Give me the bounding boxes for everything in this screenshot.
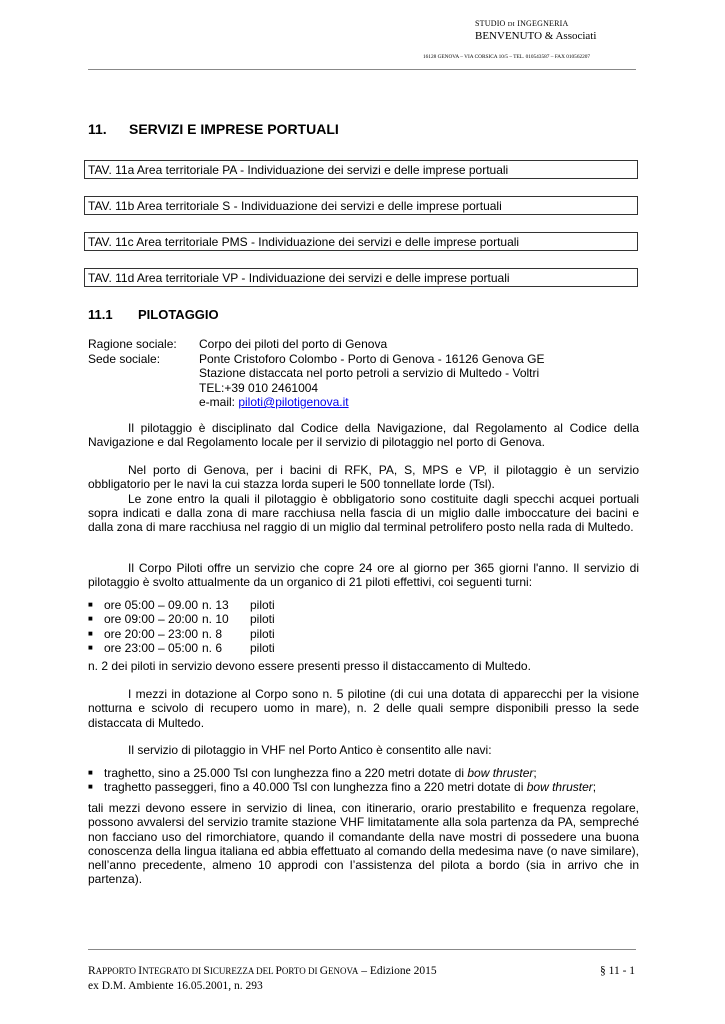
company-name: BENVENUTO & Associati [475,30,597,42]
tav-box-11c: TAV. 11c Area territoriale PMS - Individuazione dei servizi e delle imprese portuali [84,232,638,251]
paragraph-7: Il servizio di pilotaggio in VHF nel Porto Antico è consentito alle navi: [128,743,492,757]
paragraph-4: Il Corpo Piloti offre un servizio che copre 24 ore al giorno per 365 giorni l'anno. Il servizio di pilotaggio è svolto attualmente da un organico di 21 piloti effettivi, coi seguenti turni: [88,561,639,590]
tav-box-11a: TAV. 11a Area territoriale PA - Individuazione dei servizi e delle imprese portuali [84,160,638,179]
paragraph-8: tali mezzi devono essere in servizio di linea, con itinerario, orario prestabilito e frequenza regolare, possono avvalersi del servizio tramite stazione VHF limitatamente alla sola partenza da PA, sempreché non facciano uso del rimorchiatore, quando il comandante della nave mostri di possedere una buona conoscenza della lingua italiana ed abbia effettuato al comando della medesima nave (o nave similare), nell’anno precedente, almeno 10 approdi con l’assistenza del pilota a bordo (sia in arrivo che in partenza). [88,801,639,887]
page-number: § 11 - 1 [600,965,636,977]
sede-phone: TEL:+39 010 2461004 [199,380,319,395]
tav-box-11d: TAV. 11d Area territoriale VP - Individuazione dei servizi e delle imprese portuali [84,268,638,287]
sede-label: Sede sociale: [88,351,161,366]
bullet-icon: ■ [88,614,93,624]
tav-box-11b: TAV. 11b Area territoriale S - Individuazione dei servizi e delle imprese portuali [84,196,638,215]
email-link[interactable]: piloti@pilotigenova.it [238,395,349,409]
studio-label: STUDIO DI INGEGNERIA [475,19,569,28]
header-divider [88,69,636,70]
paragraph-5: n. 2 dei piloti in servizio devono essere presenti presso il distaccamento di Multedo. [88,659,531,673]
bullet-icon: ■ [88,782,93,792]
paragraph-1: Il pilotaggio è disciplinato dal Codice della Navigazione, dal Regolamento al Codice della Navigazione e dal Regolamento locale per il servizio di pilotaggio nel porto di Genova. [88,421,639,450]
bullet-icon: ■ [88,628,93,638]
footer-divider [88,949,636,950]
sede-station: Stazione distaccata nel porto petroli a servizio di Multedo - Voltri [199,366,540,380]
bullet-icon: ■ [88,600,93,609]
email-label: e-mail: [199,395,239,409]
bullet-icon: ■ [88,768,93,777]
bullet-icon: ■ [88,642,93,652]
ragione-label: Ragione sociale: [88,337,177,351]
footer-report-title: RAPPORTO INTEGRATO DI SICUREZZA DEL PORTO DI GENOVA – Edizione 2015 [88,965,437,977]
paragraph-3: Le zone entro la quali il pilotaggio è obbligatorio sono costituite dagli specchi acquei portuali sopra indicati e dalla zona di mare racchiusa nella fascia di un miglio dalle imboccature dei bacini e dalla zona di mare racchiusa nel raggio di un miglio dal terminal petrolifero posto nella rada di Multedo. [88,491,639,535]
ragione-value: Corpo dei piloti del porto di Genova [199,337,388,351]
paragraph-6: I mezzi in dotazione al Corpo sono n. 5 pilotine (di cui una dotata di apparecchi per la visione notturna e scivolo di recupero uomo in mare), n. 2 delle quali sempre disponibili presso la sede distaccata di Multedo. [88,687,639,730]
subsection-heading: 11.1 PILOTAGGIO [88,307,219,322]
paragraph-2: Nel porto di Genova, per i bacini di RFK, PA, S, MPS e VP, il pilotaggio è un servizio obbligatorio per le navi la cui stazza lorda superi le 500 tonnellate lorde (Tsl). [88,463,639,492]
sede-address: Ponte Cristoforo Colombo - Porto di Genova - 16126 Genova GE [199,351,545,366]
company-address: 16128 GENOVA – VIA CORSICA 10/5 – TEL. 010543587 – FAX 010562207 [423,54,591,60]
footer-decree: ex D.M. Ambiente 16.05.2001, n. 293 [88,980,263,992]
section-heading: 11. SERVIZI E IMPRESE PORTUALI [88,121,339,137]
